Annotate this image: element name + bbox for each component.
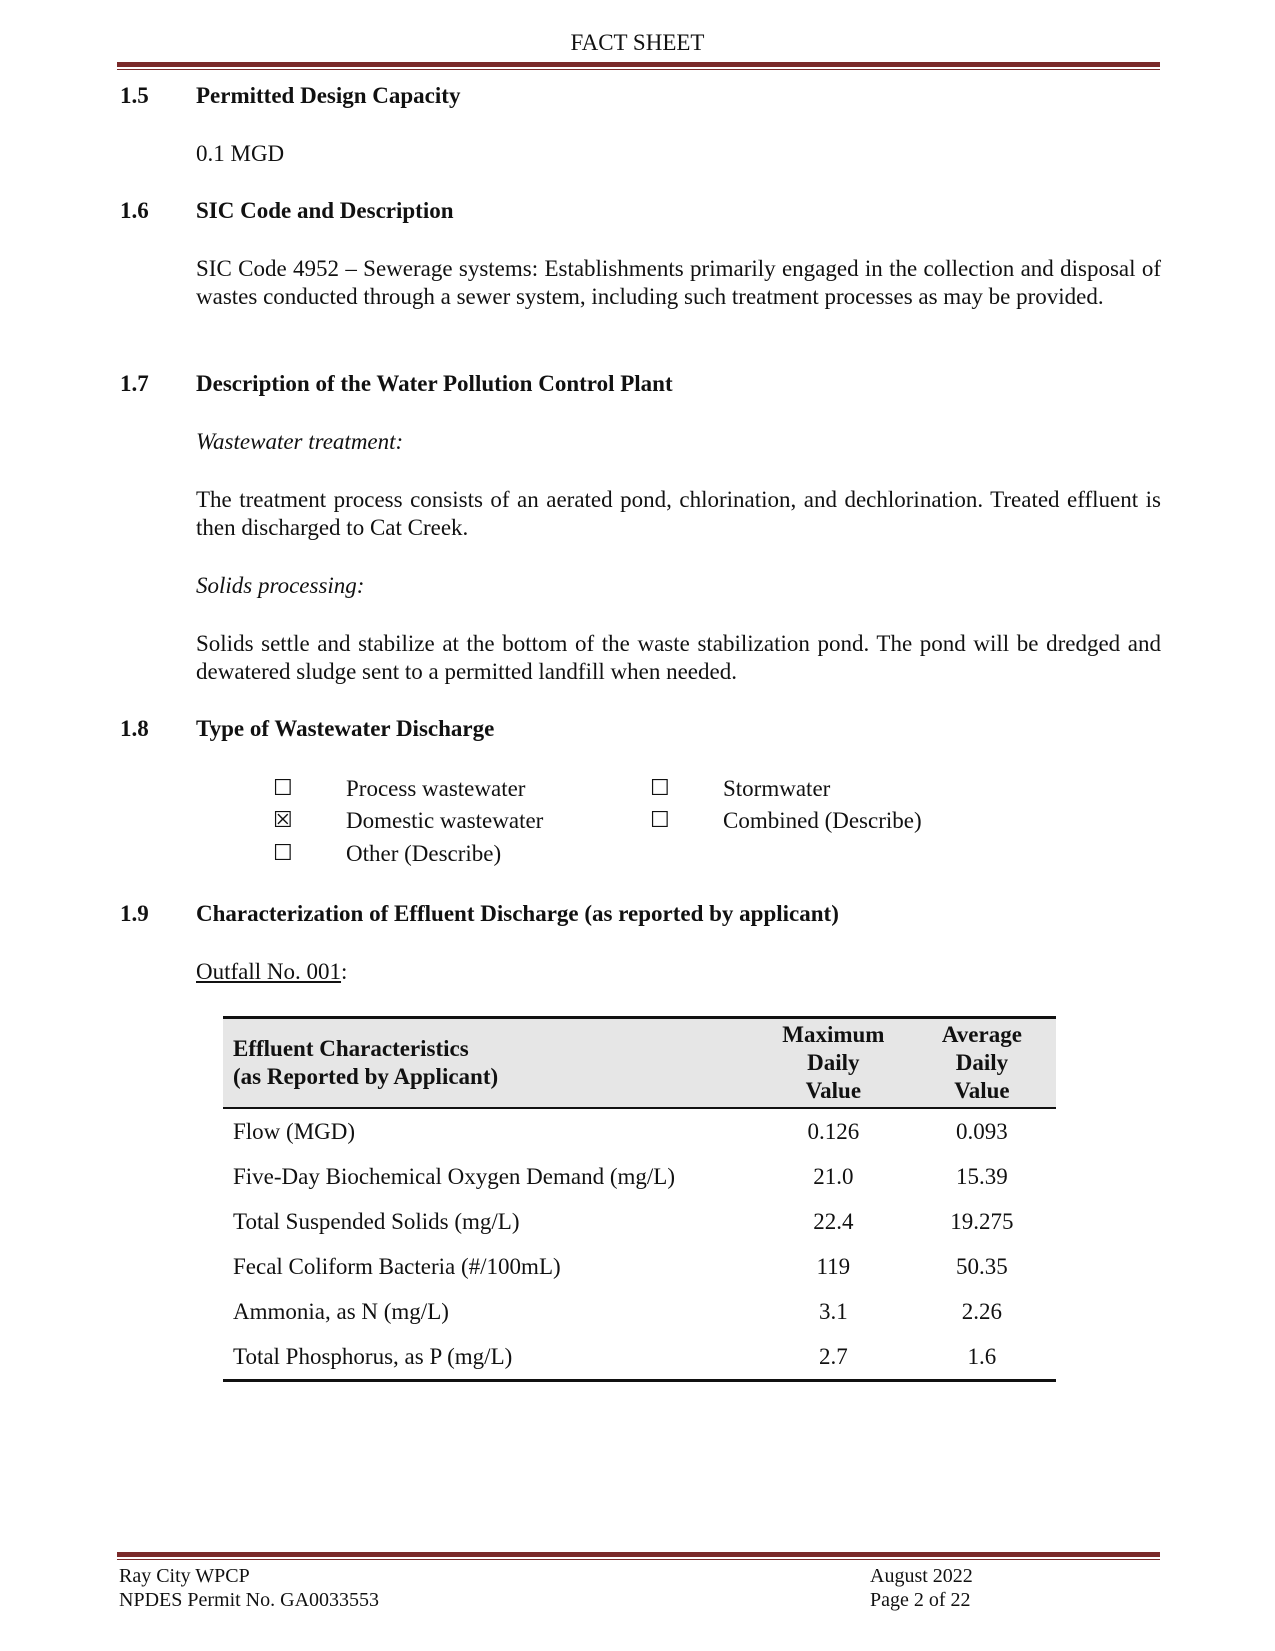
section-title-1-8: Type of Wastewater Discharge [196, 716, 495, 741]
table-row [223, 1199, 1056, 1244]
header-avg-line3: Value [954, 1078, 1010, 1103]
sic-code-text: SIC Code 4952 – Sewerage systems: Establishments primarily engaged in the collection and disposal of wastes conducted through a sewer system, including such treatment processes as may be provided. [196, 256, 1161, 309]
row-name: Fecal Coliform Bacteria (#/100mL) [233, 1253, 561, 1279]
table-row [223, 1334, 1056, 1381]
row-name: Five-Day Biochemical Oxygen Demand (mg/L) [233, 1163, 675, 1189]
section-title-1-6: SIC Code and Description [196, 198, 454, 223]
table-row [223, 1289, 1056, 1334]
table-header-row [223, 1018, 1056, 1109]
header-rule [117, 62, 1160, 67]
row-max-value: 119 [816, 1253, 851, 1279]
checkbox-combined[interactable]: ☐ [650, 808, 670, 833]
footer-date: August 2022 [870, 1565, 973, 1587]
outfall-number: Outfall No. 001 [196, 959, 342, 984]
section-title-1-7: Description of the Water Pollution Control Plant [196, 371, 673, 396]
footer-left [119, 1564, 379, 1612]
wastewater-treatment-heading: Wastewater treatment: [196, 429, 404, 454]
header-avg-line1: Average [941, 1022, 1022, 1047]
footer-rule-thin [117, 1559, 1160, 1560]
effluent-characteristics-table [223, 1016, 1056, 1382]
header-char-line2: (as Reported by Applicant) [233, 1064, 499, 1089]
row-name: Total Suspended Solids (mg/L) [233, 1208, 520, 1234]
row-avg-value: 19.275 [950, 1208, 1014, 1234]
checkbox-process-wastewater[interactable]: ☐ [273, 776, 293, 801]
header-effluent-characteristics [223, 1018, 759, 1109]
row-avg-value: 2.26 [961, 1298, 1003, 1324]
design-capacity-text: 0.1 MGD [196, 141, 285, 166]
header-char-line1: Effluent Characteristics [233, 1036, 469, 1061]
option-label-process-wastewater: Process wastewater [346, 776, 526, 801]
section-number-1-9: 1.9 [120, 901, 149, 926]
header-maximum-daily-value [759, 1018, 908, 1109]
footer-page-number: Page 2 of 22 [870, 1589, 971, 1611]
outfall-colon: : [341, 959, 348, 984]
row-max-value: 21.0 [813, 1163, 854, 1189]
header-average-daily-value [908, 1018, 1056, 1109]
row-name: Total Phosphorus, as P (mg/L) [233, 1343, 513, 1369]
table-row [223, 1154, 1056, 1199]
checkbox-stormwater[interactable]: ☐ [650, 776, 670, 801]
solids-processing-heading: Solids processing: [196, 573, 365, 598]
option-label-combined: Combined (Describe) [723, 808, 922, 833]
header-max-line1: Maximum [782, 1022, 885, 1047]
header-max-line2: Daily [807, 1050, 860, 1075]
footer-right [870, 1564, 973, 1612]
outfall-label [196, 958, 1161, 986]
row-name: Flow (MGD) [233, 1118, 356, 1144]
page-header-title: FACT SHEET [570, 30, 705, 55]
row-avg-value: 1.6 [967, 1343, 997, 1369]
header-rule-thin [117, 69, 1160, 70]
row-avg-value: 15.39 [956, 1163, 1008, 1189]
row-max-value: 22.4 [813, 1208, 854, 1234]
row-name: Ammonia, as N (mg/L) [233, 1298, 449, 1324]
checkbox-domestic-wastewater[interactable]: ☒ [273, 808, 293, 833]
option-label-other: Other (Describe) [346, 841, 502, 866]
effluent-table-container [223, 1016, 1056, 1382]
footer-rule [117, 1552, 1160, 1557]
section-number-1-5: 1.5 [120, 83, 149, 108]
table-row [223, 1244, 1056, 1289]
section-title-1-9: Characterization of Effluent Discharge (as reported by applicant) [196, 901, 839, 926]
row-avg-value: 50.35 [956, 1253, 1008, 1279]
section-number-1-7: 1.7 [120, 371, 149, 396]
footer-permit-number: NPDES Permit No. GA0033553 [119, 1589, 380, 1611]
section-number-1-8: 1.8 [120, 716, 149, 741]
table-row [223, 1108, 1056, 1154]
section-title-1-5: Permitted Design Capacity [196, 83, 461, 108]
footer-facility-name: Ray City WPCP [119, 1565, 250, 1587]
option-label-domestic-wastewater: Domestic wastewater [346, 808, 544, 833]
wastewater-treatment-text: The treatment process consists of an aerated pond, chlorination, and dechlorination. Treated effluent is then discharged to Cat Creek. [196, 487, 1161, 540]
checkbox-other[interactable]: ☐ [273, 841, 293, 866]
solids-processing-text: Solids settle and stabilize at the bottom of the waste stabilization pond. The pond will be dredged and dewatered sludge sent to a permitted landfill when needed. [196, 631, 1161, 684]
option-label-stormwater: Stormwater [723, 776, 831, 801]
row-avg-value: 0.093 [956, 1118, 1008, 1144]
header-max-line3: Value [805, 1078, 862, 1103]
row-max-value: 2.7 [818, 1343, 848, 1369]
section-number-1-6: 1.6 [120, 198, 149, 223]
row-max-value: 3.1 [818, 1298, 848, 1324]
header-avg-line2: Daily [955, 1050, 1009, 1075]
row-max-value: 0.126 [807, 1118, 860, 1144]
